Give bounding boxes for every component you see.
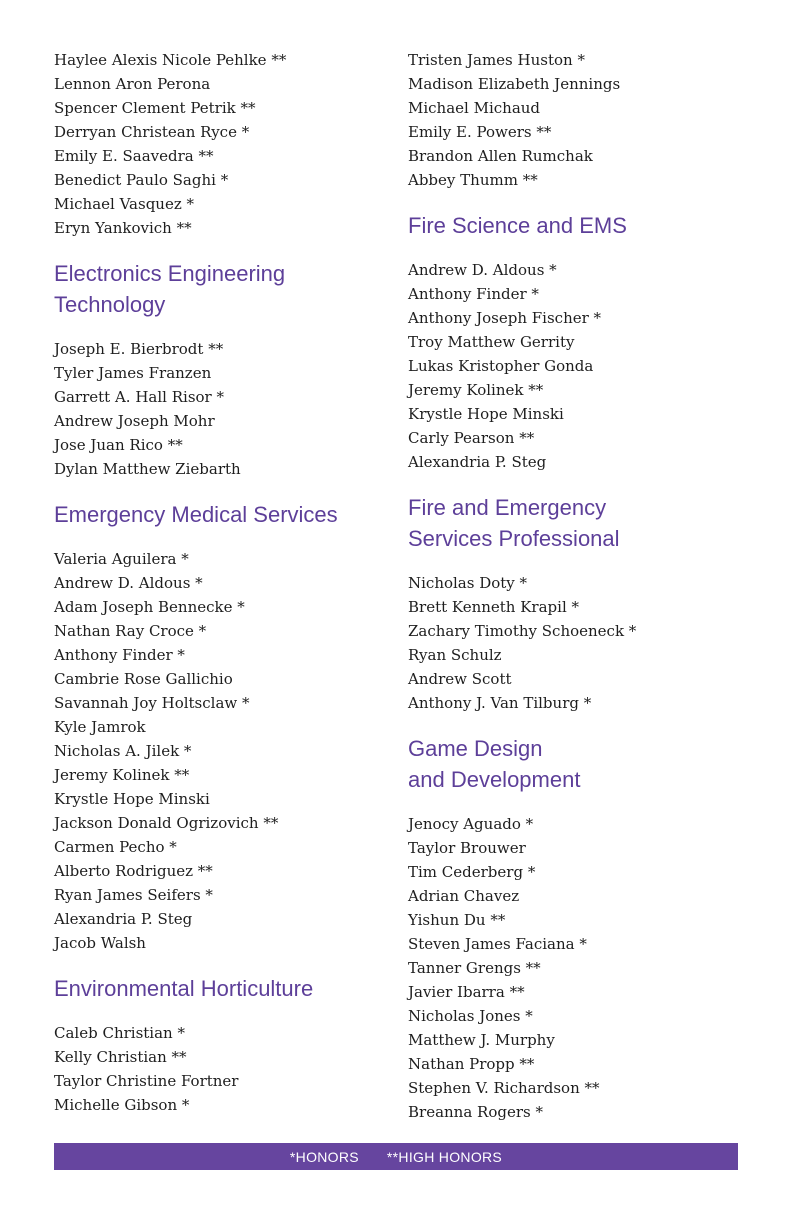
graduate-name: Jose Juan Rico ** (54, 436, 183, 454)
graduate-name: Andrew D. Aldous * (408, 261, 557, 279)
graduate-name: Breanna Rogers * (408, 1103, 543, 1121)
program-section (408, 210, 748, 474)
graduate-name: Emily E. Powers ** (408, 123, 552, 141)
graduate-name: Brandon Allen Rumchak (408, 147, 593, 165)
graduate-name: Zachary Timothy Schoeneck * (408, 622, 637, 640)
graduate-name: Anthony Joseph Fischer * (408, 309, 602, 327)
graduate-name: Derryan Christean Ryce * (54, 123, 250, 141)
graduate-name: Emily E. Saavedra ** (54, 147, 214, 165)
graduate-name: Kelly Christian ** (54, 1048, 187, 1066)
graduate-name: Taylor Brouwer (408, 839, 526, 857)
program-section (54, 258, 394, 481)
graduate-name: Jenocy Aguado * (408, 815, 534, 833)
graduate-name: Benedict Paulo Saghi * (54, 171, 229, 189)
program-heading-fire-and-emergency-services-professional: Fire and Emergency Services Professional (408, 495, 620, 551)
graduate-name: Michael Michaud (408, 99, 541, 117)
graduate-name: Abbey Thumm ** (408, 171, 538, 189)
honors-legend: *HONORS (289, 1148, 359, 1165)
graduate-name: Tyler James Franzen (54, 364, 212, 382)
graduate-name: Troy Matthew Gerrity (408, 333, 575, 351)
graduate-name: Nicholas Jones * (408, 1007, 533, 1025)
graduate-list (54, 48, 394, 240)
graduate-name: Anthony Finder * (408, 285, 539, 303)
honors-legend-bar (54, 1143, 738, 1170)
graduate-name: Jackson Donald Ogrizovich ** (54, 814, 279, 832)
graduate-name: Haylee Alexis Nicole Pehlke ** (54, 51, 287, 69)
graduate-name: Steven James Faciana * (408, 935, 587, 953)
graduate-name: Stephen V. Richardson ** (408, 1079, 600, 1097)
graduate-name: Tanner Grengs ** (408, 959, 541, 977)
program-section (408, 492, 748, 715)
graduate-name: Alberto Rodriguez ** (54, 862, 213, 880)
graduate-name: Lennon Aron Perona (54, 75, 211, 93)
graduate-name: Michelle Gibson * (54, 1096, 190, 1114)
graduate-name: Anthony J. Van Tilburg * (408, 694, 592, 712)
graduate-name: Carmen Pecho * (54, 838, 177, 856)
graduate-name: Ryan Schulz (408, 646, 502, 664)
graduate-list (408, 48, 748, 192)
graduate-name: Savannah Joy Holtsclaw * (54, 694, 250, 712)
graduate-name: Lukas Kristopher Gonda (408, 357, 594, 375)
graduate-name: Brett Kenneth Krapil * (408, 598, 580, 616)
graduate-name: Jacob Walsh (54, 934, 146, 952)
graduate-list (408, 812, 748, 1124)
right-column (408, 48, 748, 1124)
graduate-list (54, 1021, 394, 1117)
program-heading-environmental-horticulture: Environmental Horticulture (54, 976, 314, 1001)
high-honors-legend: **HIGH HONORS (386, 1148, 503, 1165)
program-heading-fire-science-and-ems: Fire Science and EMS (408, 213, 627, 238)
graduate-name: Krystle Hope Minski (54, 790, 210, 808)
graduate-name: Matthew J. Murphy (408, 1031, 555, 1049)
graduate-name: Kyle Jamrok (54, 718, 146, 736)
graduate-name: Adrian Chavez (408, 887, 520, 905)
graduate-name: Nicholas A. Jilek * (54, 742, 192, 760)
graduate-name: Javier Ibarra ** (408, 983, 525, 1001)
graduate-name: Joseph E. Bierbrodt ** (54, 340, 224, 358)
graduate-name: Krystle Hope Minski (408, 405, 564, 423)
graduate-name: Jeremy Kolinek ** (54, 766, 190, 784)
graduate-name: Jeremy Kolinek ** (408, 381, 544, 399)
graduate-name: Spencer Clement Petrik ** (54, 99, 256, 117)
program-section (408, 733, 748, 1124)
graduate-name: Madison Elizabeth Jennings (408, 75, 621, 93)
graduate-name: Nathan Ray Croce * (54, 622, 207, 640)
graduate-name: Yishun Du ** (408, 911, 506, 929)
graduate-name: Michael Vasquez * (54, 195, 195, 213)
graduate-name: Valeria Aguilera * (54, 550, 189, 568)
graduate-name: Nicholas Doty * (408, 574, 528, 592)
graduate-name: Andrew Joseph Mohr (54, 412, 215, 430)
graduate-list (54, 547, 394, 955)
program-heading-game-design-and-development: Game Design and Development (408, 736, 581, 792)
graduate-name: Cambrie Rose Gallichio (54, 670, 233, 688)
graduate-name: Alexandria P. Steg (54, 910, 193, 928)
graduate-list (54, 337, 394, 481)
graduate-name: Ryan James Seifers * (54, 886, 213, 904)
graduate-name: Tim Cederberg * (408, 863, 536, 881)
graduate-name: Nathan Propp ** (408, 1055, 535, 1073)
program-section (408, 48, 748, 192)
graduate-name: Andrew Scott (408, 670, 512, 688)
graduate-name: Andrew D. Aldous * (54, 574, 203, 592)
program-heading-electronics-engineering-technology: Electronics Engineering Technology (54, 261, 286, 317)
graduate-name: Anthony Finder * (54, 646, 185, 664)
graduate-name: Carly Pearson ** (408, 429, 535, 447)
graduate-name: Taylor Christine Fortner (54, 1072, 239, 1090)
graduate-name: Caleb Christian * (54, 1024, 185, 1042)
graduate-list (408, 258, 748, 474)
graduate-name: Dylan Matthew Ziebarth (54, 460, 241, 478)
graduate-name: Eryn Yankovich ** (54, 219, 192, 237)
left-column (54, 48, 394, 1117)
graduate-name: Adam Joseph Bennecke * (54, 598, 245, 616)
graduate-name: Alexandria P. Steg (408, 453, 547, 471)
program-section (54, 499, 394, 955)
graduate-list (408, 571, 748, 715)
graduate-name: Tristen James Huston * (408, 51, 585, 69)
program-heading-emergency-medical-services: Emergency Medical Services (54, 502, 338, 527)
program-section (54, 973, 394, 1117)
program-section (54, 48, 394, 240)
graduate-name: Garrett A. Hall Risor * (54, 388, 224, 406)
